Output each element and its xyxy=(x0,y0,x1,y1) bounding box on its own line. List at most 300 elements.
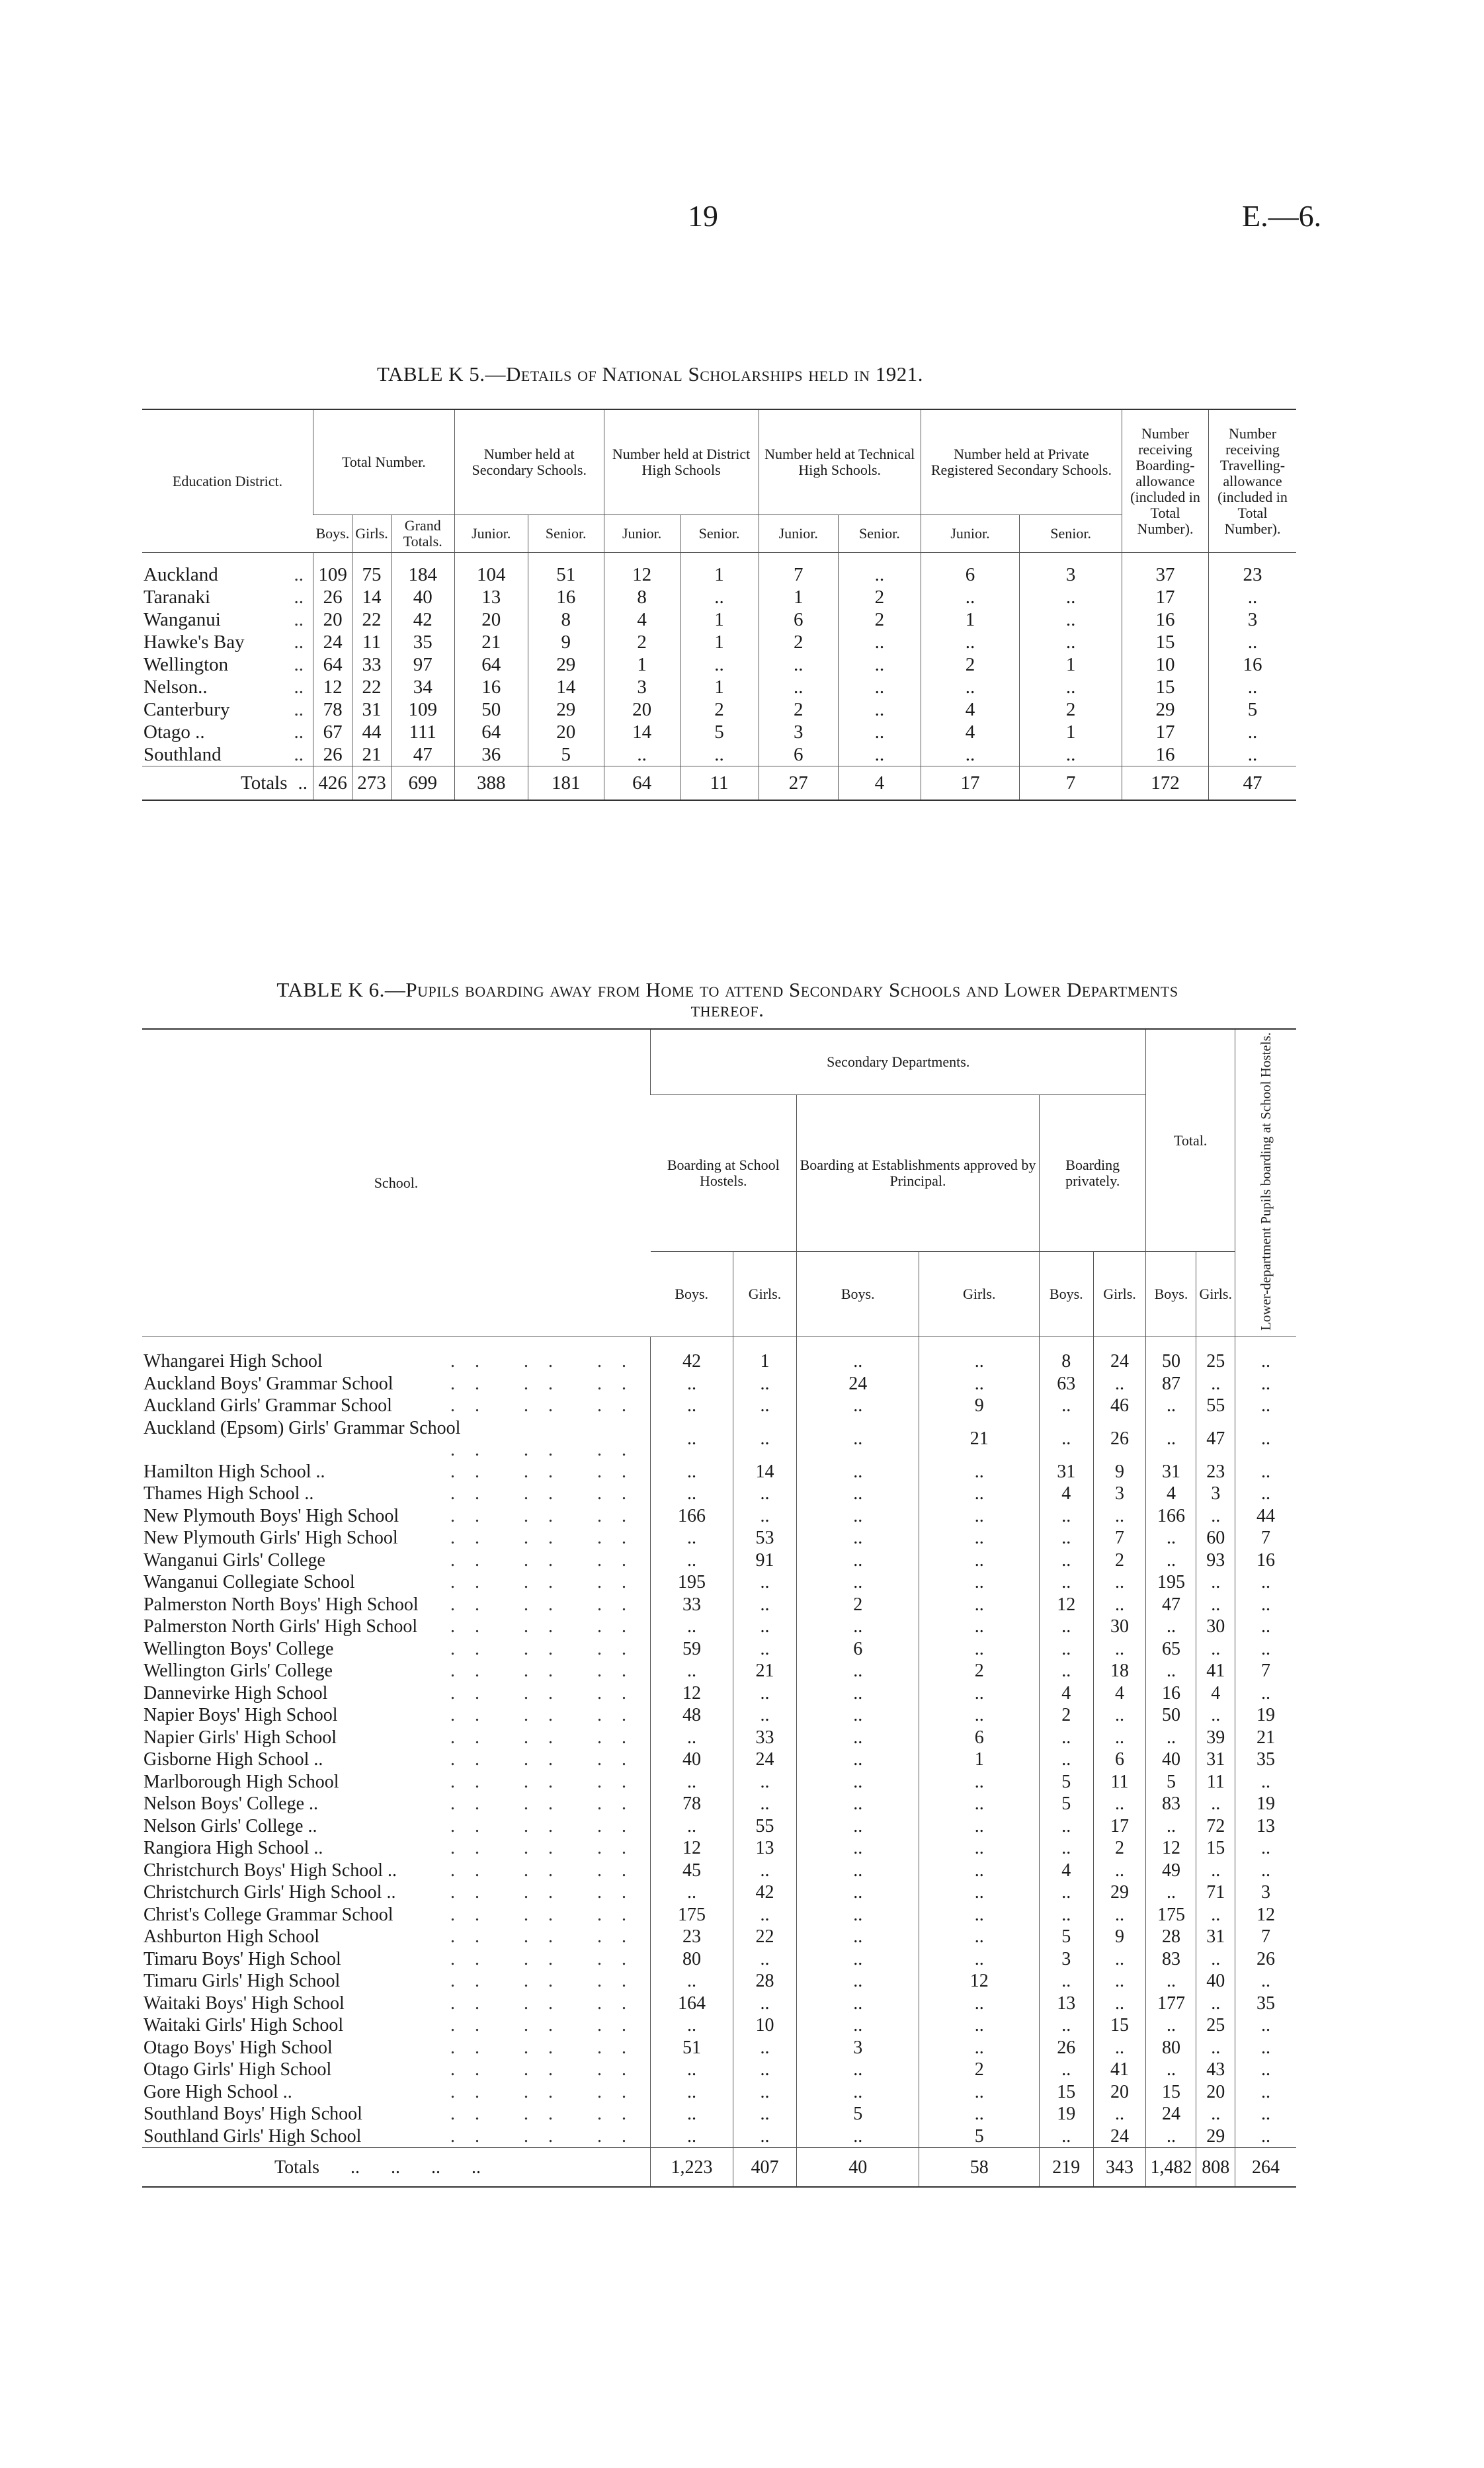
value-cell: 40 xyxy=(391,586,454,608)
value-cell: .. xyxy=(1146,1727,1196,1749)
value-cell: .. xyxy=(1039,1815,1093,1838)
school-name xyxy=(142,2103,651,2125)
value-cell: .. xyxy=(1196,1948,1235,1971)
value-cell: .. xyxy=(733,2103,796,2125)
value-cell: .. xyxy=(1146,1395,1196,1417)
leader-dots: .. .. .. xyxy=(450,1638,646,1659)
leader-dots: .. .. .. xyxy=(450,1971,646,1992)
value-cell: 26 xyxy=(313,586,352,608)
value-cell: 37 xyxy=(1122,563,1209,586)
table-row xyxy=(142,2081,1296,2104)
school-label: Wellington Boys' College xyxy=(144,1638,334,1659)
value-cell: 1 xyxy=(921,608,1019,631)
school-label: Christchurch Girls' High School .. xyxy=(144,1882,396,1903)
value-cell: 4 xyxy=(1039,1682,1093,1705)
district-label: Taranaki xyxy=(144,587,211,608)
value-cell: .. xyxy=(651,2081,733,2104)
value-cell: .. xyxy=(1146,1527,1196,1549)
value-cell: .. xyxy=(1039,1549,1093,1572)
header-boarding-allowance: Number receiving Boarding-allowance (included in Total Number). xyxy=(1122,409,1209,553)
value-cell: .. xyxy=(797,1860,919,1882)
value-cell: .. xyxy=(919,1860,1040,1882)
value-cell: .. xyxy=(1146,1970,1196,1993)
header-girls: Girls. xyxy=(1093,1252,1146,1337)
header-boys: Boys. xyxy=(313,515,352,553)
value-cell: .. xyxy=(733,1373,796,1395)
value-cell: .. xyxy=(839,698,921,721)
value-cell: 24 xyxy=(313,631,352,653)
value-cell: 40 xyxy=(1146,1748,1196,1771)
school-name xyxy=(142,1904,651,1926)
value-cell: .. xyxy=(1093,1793,1146,1815)
school-name xyxy=(142,1461,651,1483)
value-cell: 12 xyxy=(313,676,352,698)
value-cell: 22 xyxy=(352,608,392,631)
school-name xyxy=(142,1417,651,1461)
school-name xyxy=(142,1993,651,2015)
value-cell: .. xyxy=(1196,1571,1235,1594)
total-cell: 64 xyxy=(604,766,680,801)
value-cell: 24 xyxy=(1146,2103,1196,2125)
leader-dots: .. .. .. xyxy=(450,1860,646,1881)
value-cell: 2 xyxy=(1039,1704,1093,1727)
value-cell: 20 xyxy=(313,608,352,631)
value-cell: 1 xyxy=(680,608,759,631)
value-cell: .. xyxy=(1039,1571,1093,1594)
spacer-row xyxy=(142,553,1296,564)
value-cell: 40 xyxy=(1196,1970,1235,1993)
value-cell: 4 xyxy=(1039,1483,1093,1505)
value-cell: .. xyxy=(733,1571,796,1594)
total-cell: 17 xyxy=(921,766,1019,801)
value-cell: 2 xyxy=(1093,1549,1146,1572)
value-cell: .. xyxy=(797,1837,919,1860)
value-cell: 23 xyxy=(1209,563,1297,586)
table-row xyxy=(142,1395,1296,1417)
table-row xyxy=(142,1549,1296,1572)
spacer-cell xyxy=(604,553,680,564)
value-cell: 3 xyxy=(1209,608,1297,631)
leader-dots: .. xyxy=(294,632,304,653)
table-row xyxy=(142,2125,1296,2148)
value-cell: .. xyxy=(797,1993,919,2015)
value-cell: 2 xyxy=(1020,698,1122,721)
table-row xyxy=(142,1638,1296,1661)
value-cell: .. xyxy=(1196,1904,1235,1926)
value-cell: 16 xyxy=(1122,743,1209,766)
value-cell: .. xyxy=(651,1616,733,1638)
table-row xyxy=(142,1815,1296,1838)
table-row xyxy=(142,1860,1296,1882)
value-cell: 64 xyxy=(454,721,528,743)
value-cell: .. xyxy=(1093,1727,1146,1749)
value-cell: 12 xyxy=(604,563,680,586)
value-cell: .. xyxy=(1235,2125,1297,2148)
table-row xyxy=(142,1571,1296,1594)
table-row xyxy=(142,1505,1296,1528)
table-row xyxy=(142,676,1296,698)
value-cell: .. xyxy=(1146,1881,1196,1904)
spacer-cell xyxy=(454,553,528,564)
spacer-cell xyxy=(1209,553,1297,564)
leader-dots: .. xyxy=(294,564,304,585)
value-cell: 24 xyxy=(733,1748,796,1771)
table-row xyxy=(142,1881,1296,1904)
leader-dots: .. .. .. xyxy=(450,1682,646,1704)
leader-dots: .. xyxy=(294,609,304,630)
value-cell: 26 xyxy=(1235,1948,1297,1971)
header-district-high: Number held at District High Schools xyxy=(604,409,759,515)
value-cell: .. xyxy=(797,1417,919,1461)
value-cell: 44 xyxy=(1235,1505,1297,1528)
district-label: Wanganui xyxy=(144,609,221,630)
value-cell: 5 xyxy=(528,743,604,766)
value-cell: .. xyxy=(1039,2014,1093,2037)
value-cell: 44 xyxy=(352,721,392,743)
school-label: Waitaki Girls' High School xyxy=(144,2015,344,2036)
district-name xyxy=(142,698,313,721)
value-cell: 14 xyxy=(528,676,604,698)
value-cell: 5 xyxy=(919,2125,1040,2148)
header-grand-totals: Grand Totals. xyxy=(391,515,454,553)
header-junior: Junior. xyxy=(454,515,528,553)
value-cell: 29 xyxy=(528,653,604,676)
spacer-cell xyxy=(1093,1337,1146,1351)
value-cell: .. xyxy=(919,1993,1040,2015)
value-cell: .. xyxy=(1235,1970,1297,1993)
value-cell: 83 xyxy=(1146,1793,1196,1815)
spacer-cell xyxy=(1196,1337,1235,1351)
value-cell: 35 xyxy=(391,631,454,653)
table-row xyxy=(142,1616,1296,1638)
value-cell: 35 xyxy=(1235,1748,1297,1771)
value-cell: 10 xyxy=(733,2014,796,2037)
header-boarding-privately: Boarding privately. xyxy=(1039,1095,1145,1252)
value-cell: 48 xyxy=(651,1704,733,1727)
table-k6-caption xyxy=(142,980,1313,1020)
value-cell: .. xyxy=(1146,1417,1196,1461)
leader-dots: .. .. .. xyxy=(450,1461,646,1482)
value-cell: .. xyxy=(1235,1682,1297,1705)
table-row xyxy=(142,1660,1296,1682)
table-row xyxy=(142,1594,1296,1616)
value-cell: .. xyxy=(1039,1727,1093,1749)
value-cell: 8 xyxy=(604,586,680,608)
school-label: Dannevirke High School xyxy=(144,1682,328,1704)
spacer-cell xyxy=(921,553,1019,564)
school-name xyxy=(142,1771,651,1793)
value-cell: .. xyxy=(1020,743,1122,766)
total-cell: 219 xyxy=(1039,2148,1093,2188)
table-row xyxy=(142,1926,1296,1948)
value-cell: .. xyxy=(1039,1527,1093,1549)
value-cell: 18 xyxy=(1093,1660,1146,1682)
value-cell: .. xyxy=(1039,1395,1093,1417)
value-cell: .. xyxy=(919,1682,1040,1705)
school-name xyxy=(142,1970,651,1993)
school-label: Timaru Boys' High School xyxy=(144,1948,341,1969)
value-cell: 166 xyxy=(1146,1505,1196,1528)
value-cell: .. xyxy=(733,1771,796,1793)
total-cell: 388 xyxy=(454,766,528,801)
spacer-cell xyxy=(797,1337,919,1351)
school-label: Wanganui Collegiate School xyxy=(144,1572,355,1593)
value-cell: 83 xyxy=(1146,1948,1196,1971)
value-cell: 195 xyxy=(651,1571,733,1594)
table-row xyxy=(142,1771,1296,1793)
header-education-district: Education District. xyxy=(142,409,313,553)
school-label: Thames High School .. xyxy=(144,1483,314,1504)
value-cell: 80 xyxy=(651,1948,733,1971)
district-name xyxy=(142,653,313,676)
value-cell: .. xyxy=(1235,1395,1297,1417)
value-cell: .. xyxy=(759,676,838,698)
district-label: Canterbury xyxy=(144,699,230,720)
value-cell: 21 xyxy=(454,631,528,653)
value-cell: 24 xyxy=(1093,2125,1146,2148)
value-cell: 15 xyxy=(1039,2081,1093,2104)
spacer-row xyxy=(142,1337,1296,1351)
value-cell: 80 xyxy=(1146,2037,1196,2059)
value-cell: .. xyxy=(797,2081,919,2104)
school-name xyxy=(142,1926,651,1948)
spacer-cell xyxy=(142,553,313,564)
value-cell: 4 xyxy=(1196,1682,1235,1705)
value-cell: .. xyxy=(733,1904,796,1926)
value-cell: 26 xyxy=(313,743,352,766)
total-cell: 808 xyxy=(1196,2148,1235,2188)
leader-dots: .. .. .. xyxy=(450,1904,646,1925)
value-cell: 67 xyxy=(313,721,352,743)
value-cell: 2 xyxy=(759,631,838,653)
value-cell: 25 xyxy=(1196,2014,1235,2037)
value-cell: .. xyxy=(651,1970,733,1993)
value-cell: 166 xyxy=(651,1505,733,1528)
leader-dots: .. .. .. xyxy=(450,1815,646,1836)
value-cell: 177 xyxy=(1146,1993,1196,2015)
school-label: Nelson Girls' College .. xyxy=(144,1815,317,1836)
value-cell: 35 xyxy=(1235,1993,1297,2015)
table-k6 xyxy=(142,1028,1296,2188)
table-row xyxy=(142,1993,1296,2015)
value-cell: 6 xyxy=(759,608,838,631)
value-cell: 2 xyxy=(1093,1837,1146,1860)
spacer-cell xyxy=(313,553,352,564)
value-cell: .. xyxy=(1093,1505,1146,1528)
value-cell: .. xyxy=(1039,1904,1093,1926)
value-cell: 109 xyxy=(313,563,352,586)
value-cell: 51 xyxy=(651,2037,733,2059)
value-cell: .. xyxy=(1196,1638,1235,1661)
value-cell: 1 xyxy=(733,1350,796,1373)
value-cell: .. xyxy=(919,1837,1040,1860)
value-cell: .. xyxy=(651,1815,733,1838)
value-cell: 3 xyxy=(604,676,680,698)
value-cell: 50 xyxy=(1146,1704,1196,1727)
leader-dots: .. .. .. xyxy=(450,1771,646,1792)
district-name xyxy=(142,676,313,698)
value-cell: 63 xyxy=(1039,1373,1093,1395)
value-cell: 2 xyxy=(839,608,921,631)
value-cell: 2 xyxy=(759,698,838,721)
value-cell: .. xyxy=(921,743,1019,766)
value-cell: 21 xyxy=(919,1417,1040,1461)
header-total: Total. xyxy=(1146,1029,1235,1252)
value-cell: .. xyxy=(797,1461,919,1483)
district-name xyxy=(142,721,313,743)
table-row xyxy=(142,1682,1296,1705)
total-cell: 1,482 xyxy=(1146,2148,1196,2188)
school-label: New Plymouth Boys' High School xyxy=(144,1505,399,1526)
value-cell: .. xyxy=(651,1660,733,1682)
value-cell: .. xyxy=(919,1793,1040,1815)
value-cell: .. xyxy=(651,1771,733,1793)
value-cell: .. xyxy=(1235,1771,1297,1793)
value-cell: 12 xyxy=(1235,1904,1297,1926)
value-cell: .. xyxy=(1020,586,1122,608)
header-secondary-departments: Secondary Departments. xyxy=(651,1029,1146,1095)
value-cell: .. xyxy=(733,2081,796,2104)
school-label: Palmerston North Girls' High School xyxy=(144,1616,418,1637)
value-cell: 15 xyxy=(1093,2014,1146,2037)
value-cell: .. xyxy=(919,2081,1040,2104)
value-cell: 104 xyxy=(454,563,528,586)
value-cell: .. xyxy=(1039,1638,1093,1661)
spacer-cell xyxy=(1020,553,1122,564)
table-row xyxy=(142,1948,1296,1971)
school-name xyxy=(142,2125,651,2148)
school-label: Timaru Girls' High School xyxy=(144,1971,341,1992)
value-cell: .. xyxy=(1209,631,1297,653)
school-name xyxy=(142,1793,651,1815)
table-k5 xyxy=(142,409,1296,801)
school-label: Wanganui Girls' College xyxy=(144,1549,325,1571)
table-row xyxy=(142,563,1296,586)
table-row xyxy=(142,2059,1296,2081)
value-cell: .. xyxy=(839,676,921,698)
value-cell: 2 xyxy=(604,631,680,653)
total-cell: 58 xyxy=(919,2148,1040,2188)
value-cell: 45 xyxy=(651,1860,733,1882)
value-cell: 2 xyxy=(797,1594,919,1616)
total-cell: 4 xyxy=(839,766,921,801)
school-label: Otago Girls' High School xyxy=(144,2059,332,2080)
district-label: Nelson.. xyxy=(144,677,208,698)
header-school-hostels: Boarding at School Hostels. xyxy=(651,1095,797,1252)
value-cell: .. xyxy=(733,1860,796,1882)
value-cell: .. xyxy=(680,586,759,608)
value-cell: 78 xyxy=(651,1793,733,1815)
value-cell: .. xyxy=(919,1771,1040,1793)
value-cell: 29 xyxy=(1122,698,1209,721)
value-cell: .. xyxy=(797,1660,919,1682)
value-cell: 6 xyxy=(921,563,1019,586)
leader-dots: .. .. .. xyxy=(450,1948,646,1969)
table-row xyxy=(142,1727,1296,1749)
value-cell: .. xyxy=(733,1993,796,2015)
value-cell: .. xyxy=(1093,1373,1146,1395)
value-cell: .. xyxy=(1039,1660,1093,1682)
value-cell: .. xyxy=(797,1948,919,1971)
school-label: Auckland Boys' Grammar School xyxy=(144,1373,393,1394)
school-name xyxy=(142,1373,651,1395)
table-row xyxy=(142,1704,1296,1727)
value-cell: .. xyxy=(919,1638,1040,1661)
value-cell: 5 xyxy=(1039,1771,1093,1793)
value-cell: 184 xyxy=(391,563,454,586)
value-cell: .. xyxy=(797,1926,919,1948)
value-cell: 6 xyxy=(759,743,838,766)
total-cell: 1,223 xyxy=(651,2148,733,2188)
header-junior: Junior. xyxy=(604,515,680,553)
leader-dots: .. .. .. xyxy=(450,1439,646,1460)
value-cell: 175 xyxy=(651,1904,733,1926)
value-cell: 12 xyxy=(1146,1837,1196,1860)
value-cell: 4 xyxy=(921,721,1019,743)
leader-dots: .. .. .. xyxy=(450,1838,646,1859)
value-cell: .. xyxy=(733,1638,796,1661)
value-cell: .. xyxy=(651,1549,733,1572)
header-boys: Boys. xyxy=(1146,1252,1196,1337)
value-cell: 195 xyxy=(1146,1571,1196,1594)
district-label: Southland xyxy=(144,744,222,765)
leader-dots: .. .. .. xyxy=(450,2015,646,2036)
value-cell: 14 xyxy=(733,1461,796,1483)
value-cell: .. xyxy=(1093,1860,1146,1882)
spacer-cell xyxy=(919,1337,1040,1351)
value-cell: 9 xyxy=(528,631,604,653)
leader-dots: .. xyxy=(294,721,304,743)
value-cell: 12 xyxy=(651,1837,733,1860)
value-cell: .. xyxy=(1020,631,1122,653)
value-cell: 30 xyxy=(1093,1616,1146,1638)
value-cell: .. xyxy=(839,563,921,586)
total-cell: 273 xyxy=(352,766,392,801)
value-cell: 5 xyxy=(1039,1793,1093,1815)
value-cell: .. xyxy=(1235,1373,1297,1395)
header-girls: Girls. xyxy=(919,1252,1040,1337)
table-row xyxy=(142,1904,1296,1926)
value-cell: .. xyxy=(797,1483,919,1505)
leader-dots: .. .. .. xyxy=(450,1528,646,1549)
value-cell: 19 xyxy=(1235,1793,1297,1815)
value-cell: .. xyxy=(1235,1483,1297,1505)
table-row xyxy=(142,2014,1296,2037)
value-cell: 9 xyxy=(1093,1926,1146,1948)
spacer-cell xyxy=(1235,1337,1297,1351)
value-cell: 3 xyxy=(1020,563,1122,586)
school-label: Auckland Girls' Grammar School xyxy=(144,1395,392,1417)
table-row xyxy=(142,1483,1296,1505)
value-cell: 16 xyxy=(1122,608,1209,631)
value-cell: 1 xyxy=(919,1748,1040,1771)
value-cell: 50 xyxy=(454,698,528,721)
school-label: Napier Boys' High School xyxy=(144,1705,338,1726)
value-cell: .. xyxy=(839,721,921,743)
value-cell: 25 xyxy=(1196,1350,1235,1373)
value-cell: 75 xyxy=(352,563,392,586)
school-label: Christchurch Boys' High School .. xyxy=(144,1860,397,1881)
value-cell: .. xyxy=(1235,2059,1297,2081)
value-cell: 15 xyxy=(1122,676,1209,698)
value-cell: 15 xyxy=(1196,1837,1235,1860)
value-cell: 31 xyxy=(1196,1748,1235,1771)
school-label: Otago Boys' High School xyxy=(144,2037,333,2058)
value-cell: 47 xyxy=(1196,1417,1235,1461)
leader-dots: .. xyxy=(294,744,304,765)
value-cell: .. xyxy=(1039,1881,1093,1904)
leader-dots: .. .. .. xyxy=(450,1616,646,1637)
